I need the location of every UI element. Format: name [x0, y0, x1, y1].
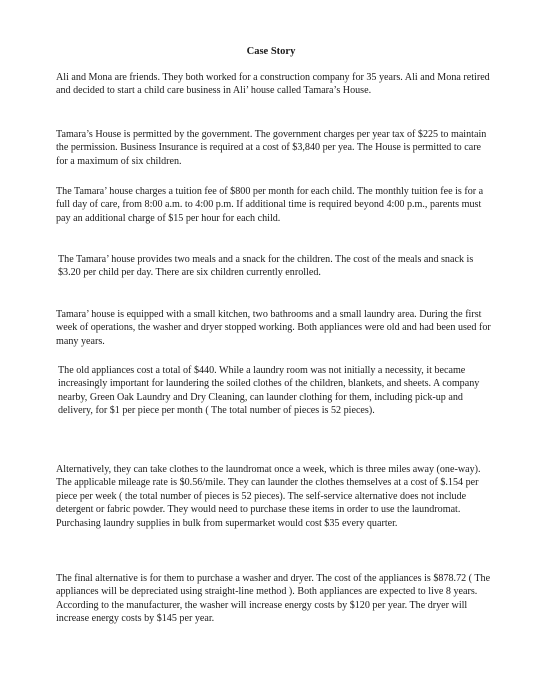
paragraph-meals: The Tamara’ house provides two meals and a snack for the children. The cost of the meals and snack is $3.20 per child per day. There are six children currently enrolled.	[58, 254, 474, 279]
paragraph-permit-insurance: Tamara’s House is permitted by the government. The government charges per year tax of $225 to maintain the permission. Business Insurance is required at a cost of $3,840 per yea. The House is permitted to care for a maximum of six children.	[56, 129, 487, 167]
paragraph-intro: Ali and Mona are friends. They both worked for a construction company for 35 years. Ali and Mona retired and decided to start a child care business in Ali’ house called Tamara’s House.	[56, 72, 490, 97]
paragraph-purchase-appliances: The final alternative is for them to purchase a washer and dryer. The cost of the appliances is $878.72 ( The appliances will be depreciated using straight-line method ). Both appliances are expected to live 8 years. According to the manufacturer, the washer will increase energy costs by $120 per year. The dryer will increase energy costs by $145 per year.	[56, 573, 491, 625]
paragraph-laundromat: Alternatively, they can take clothes to the laundromat once a week, which is three miles away (one-way). The applicable mileage rate is $0.56/mile. They can launder the clothes themselves at a cost of $.154 per piece per week ( the total number of pieces is 52 pieces). The self-service alternative does not include detergent or fabric powder. They would need to purchase these items in order to use the laundromat. Purchasing laundry supplies in bulk from supermarket would cost $35 every quarter.	[56, 464, 481, 529]
paragraph-facilities: Tamara’ house is equipped with a small kitchen, two bathrooms and a small laundry area. During the first week of operations, the washer and dryer stopped working. Both appliances were old and had been used for many years.	[56, 309, 491, 347]
paragraph-laundry-service: The old appliances cost a total of $440. While a laundry room was not initially a necessity, it became increasingly important for laundering the soiled clothes of the children, blankets, and sheets. A company nearby, Green Oak Laundry and Dry Cleaning, can launder clothing for them, including pick-up and delivery, for $1 per piece per month ( The total number of pieces is 52 pieces).	[58, 365, 480, 417]
document-title: Case Story	[246, 46, 296, 57]
paragraph-tuition: The Tamara’ house charges a tuition fee of $800 per month for each child. The monthly tuition fee is for a full day of care, from 8:00 a.m. to 4:00 p.m. If additional time is required beyond 4:00 p.m., parents must pay an additional charge of $15 per hour for each child.	[56, 186, 484, 224]
